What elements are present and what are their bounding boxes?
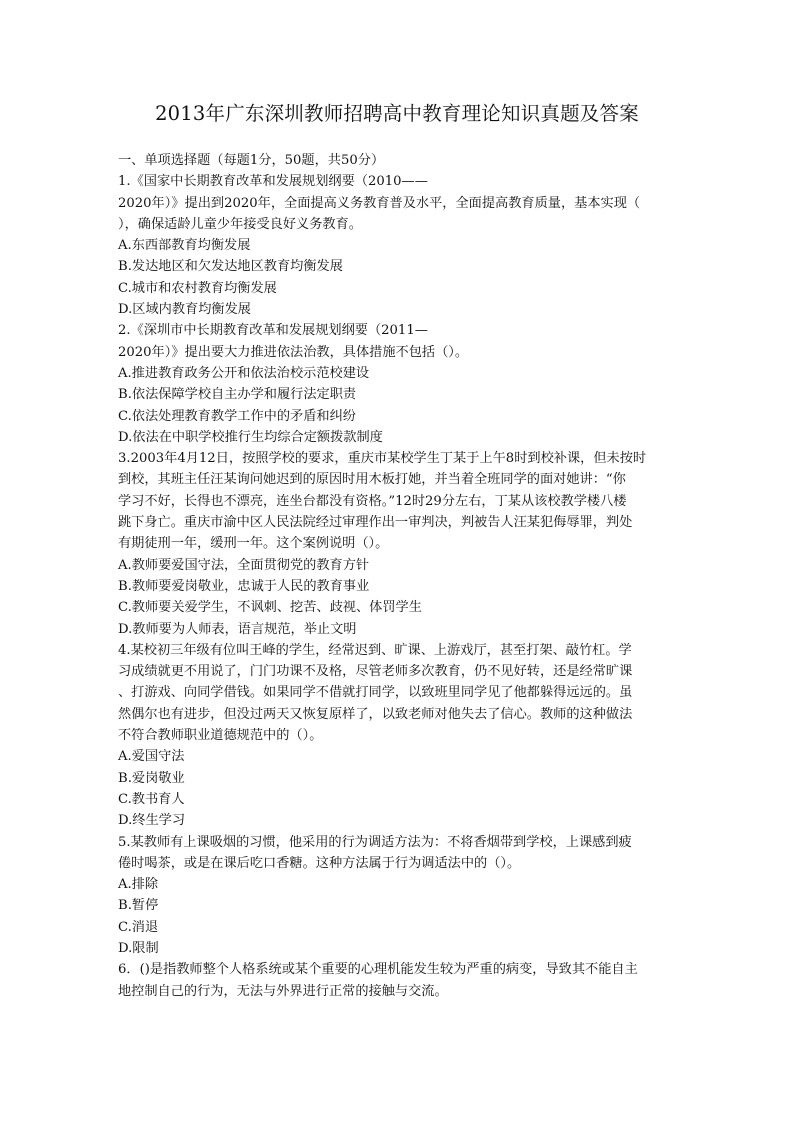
text-line: 倦时喝茶，或是在课后吃口香糖。这种方法属于行为调适法中的（）。 bbox=[118, 855, 521, 871]
text-line: 、打游戏、向同学借钱。如果同学不借就打同学，以致班里同学见了他都躲得远远的。虽 bbox=[118, 685, 633, 701]
text-line: C.依法处理教育教学工作中的矛盾和纠纷 bbox=[118, 408, 356, 424]
text-line: D.区域内教育均衡发展 bbox=[118, 302, 251, 318]
text-line: C.教书育人 bbox=[118, 791, 185, 807]
text-line: A.爱国守法 bbox=[118, 749, 185, 765]
text-line: 2020年）》提出要大力推进依法治教，具体措施不包括（）。 bbox=[118, 344, 469, 360]
text-line: 3.2003年4月12日，按照学校的要求，重庆市某校学生丁某于上午8时到校补课，但未按时 bbox=[118, 451, 647, 467]
text-line: C.教师要关爱学生，不讽刺、挖苦、歧视、体罚学生 bbox=[118, 600, 422, 616]
text-line: 5.某教师有上课吸烟的习惯，他采用的行为调适方法为：不将香烟带到学校，上课感到疲 bbox=[118, 834, 632, 850]
text-line: D.依法在中职学校推行生均综合定额拨款制度 bbox=[118, 429, 383, 445]
text-line: 习成绩就更不用说了，门门功课不及格，尽管老师多次教育，仍不见好转，还是经常旷课 bbox=[118, 664, 633, 680]
text-line: 6．()是指教师整个人格系统或某个重要的心理机能发生较为严重的病变，导致其不能自主 bbox=[118, 962, 638, 978]
text-line: B.依法保障学校自主办学和履行法定职责 bbox=[118, 387, 357, 403]
document-body bbox=[118, 150, 678, 1002]
text-line: B.爱岗敬业 bbox=[118, 770, 185, 786]
text-line: D.终生学习 bbox=[118, 813, 186, 829]
text-line: 地控制自己的行为，无法与外界进行正常的接触与交流。 bbox=[118, 983, 448, 999]
text-line: A.东西部教育均衡发展 bbox=[118, 238, 251, 254]
text-line: B.暂停 bbox=[118, 898, 159, 914]
text-line: C.城市和农村教育均衡发展 bbox=[118, 280, 277, 296]
text-line: 一、单项选择题（每题1分，50题，共50分） bbox=[118, 153, 385, 168]
text-line: D.教师要为人师表，语言规范，举止文明 bbox=[118, 621, 357, 637]
text-line: 2.《深圳市中长期教育改革和发展规划纲要（2011— bbox=[118, 323, 428, 339]
text-line: A.推进教育政务公开和依法治校示范校建设 bbox=[118, 365, 370, 381]
text-line: 不符合教师职业道德规范中的（）。 bbox=[118, 728, 323, 744]
text-line: A.排除 bbox=[118, 877, 159, 893]
text-line: 学习不好，长得也不漂亮，连坐台都没有资格。”12时29分左右，丁某从该校教学楼八楼 bbox=[118, 493, 627, 509]
text-line: A.教师要爱国守法，全面贯彻党的教育方针 bbox=[118, 557, 370, 573]
text-line: D.限制 bbox=[118, 940, 159, 956]
text-line: 然偶尔也有进步，但没过两天又恢复原样了，以致老师对他失去了信心。教师的这种做法 bbox=[118, 706, 633, 722]
text-line: ），确保适龄儿童少年接受良好义务教育。 bbox=[118, 216, 362, 232]
text-line: 到校，其班主任汪某询问她迟到的原因时用木板打她，并当着全班同学的面对她讲：“你 bbox=[118, 472, 626, 488]
text-line: 跳下身亡。重庆市渝中区人民法院经过审理作出一审判决，判被告人汪某犯侮辱罪，判处 bbox=[118, 515, 633, 531]
text-line: 2020年）》提出到2020年，全面提高义务教育普及水平，全面提高教育质量，基本实现（ bbox=[118, 195, 641, 211]
text-line: 1.《国家中长期教育改革和发展规划纲要（2010—— bbox=[118, 174, 428, 190]
text-line: 4.某校初三年级有位叫王峰的学生，经常迟到、旷课、上游戏厅，甚至打架、敲竹杠。学 bbox=[118, 642, 632, 658]
text-line: 有期徒刑一年，缓刑一年。这个案例说明（）。 bbox=[118, 536, 389, 552]
document-title: 2013年广东深圳教师招聘高中教育理论知识真题及答案 bbox=[155, 102, 639, 125]
text-line: B.教师要爱岗敬业，忠诚于人民的教育事业 bbox=[118, 578, 370, 594]
text-line: B.发达地区和欠发达地区教育均衡发展 bbox=[118, 259, 343, 275]
text-line: C.消退 bbox=[118, 919, 159, 935]
